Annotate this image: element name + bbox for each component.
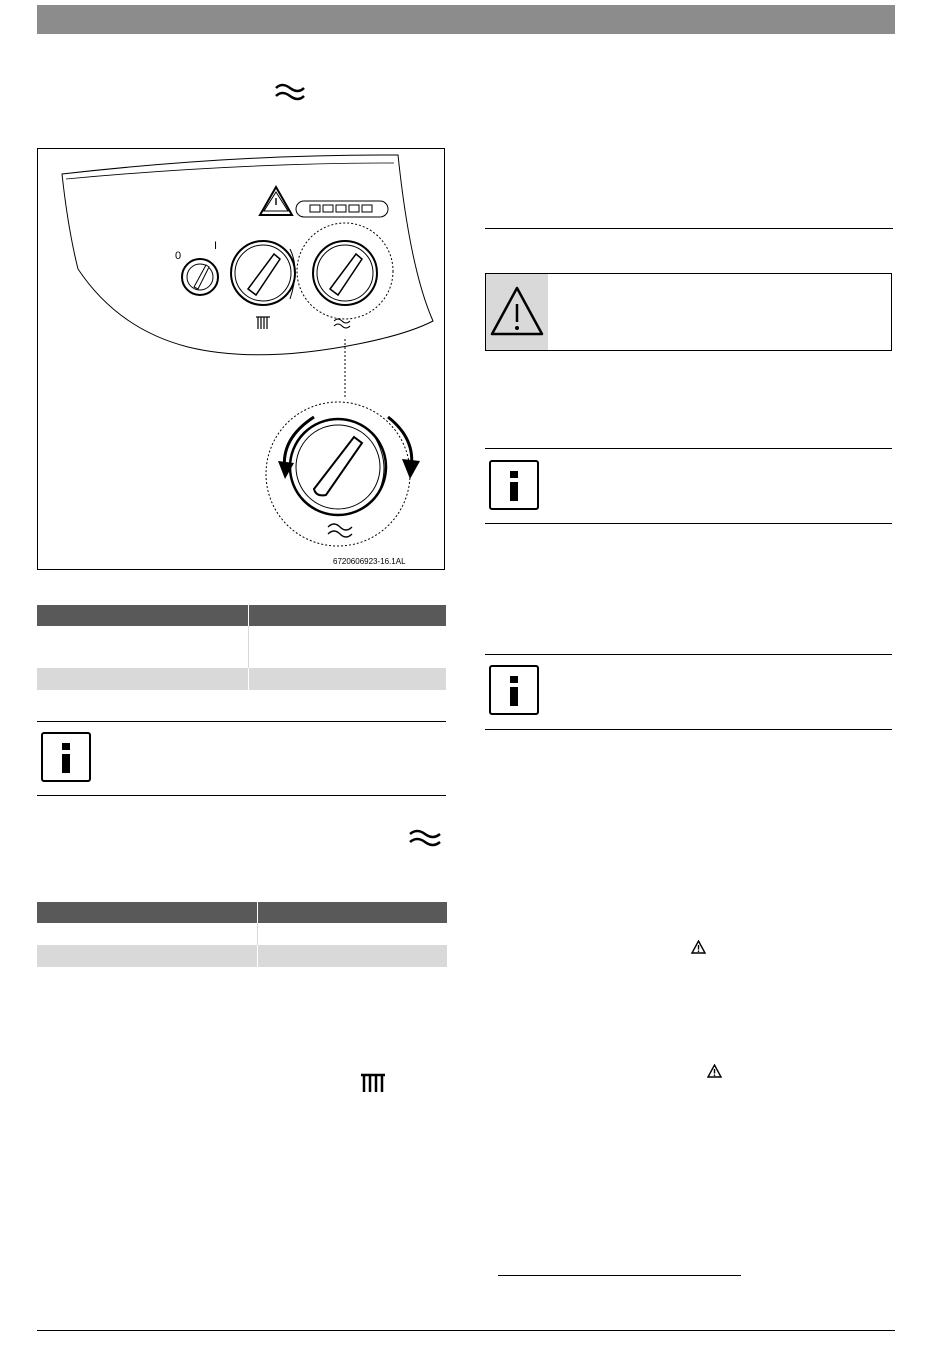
- control-panel-figure: [37, 148, 445, 570]
- warning-triangle-icon: [707, 1064, 722, 1078]
- warning-triangle-icon: [691, 940, 706, 954]
- svg-text:I: I: [214, 240, 218, 252]
- svg-text:0: 0: [175, 250, 182, 262]
- info-note-right-2: [485, 654, 892, 730]
- table-row: [37, 668, 446, 690]
- table-row: [37, 945, 447, 967]
- page-footer-rule: [37, 1330, 895, 1331]
- footnote-divider: [498, 1275, 741, 1276]
- page-header-bar: [37, 5, 895, 34]
- info-note-left: [37, 721, 446, 796]
- info-icon: [489, 665, 539, 715]
- radiator-icon: [360, 1072, 386, 1094]
- table-header-row: [37, 605, 446, 626]
- control-panel-illustration: [38, 149, 446, 571]
- settings-table-2: [37, 902, 447, 967]
- figure-caption: 6720606923-16.1AL: [333, 557, 406, 566]
- settings-table-1: [37, 605, 446, 690]
- warning-box: [485, 273, 892, 351]
- section-divider: [485, 228, 893, 229]
- info-icon: [489, 460, 539, 510]
- info-note-right-1: [485, 448, 892, 524]
- warning-triangle-icon: [489, 284, 545, 340]
- table-row: [37, 923, 447, 945]
- table-header-row: [37, 902, 447, 923]
- hot-water-waves-icon: [408, 826, 442, 848]
- hot-water-waves-icon: [274, 80, 306, 102]
- info-icon: [41, 732, 91, 782]
- table-row: [37, 626, 446, 668]
